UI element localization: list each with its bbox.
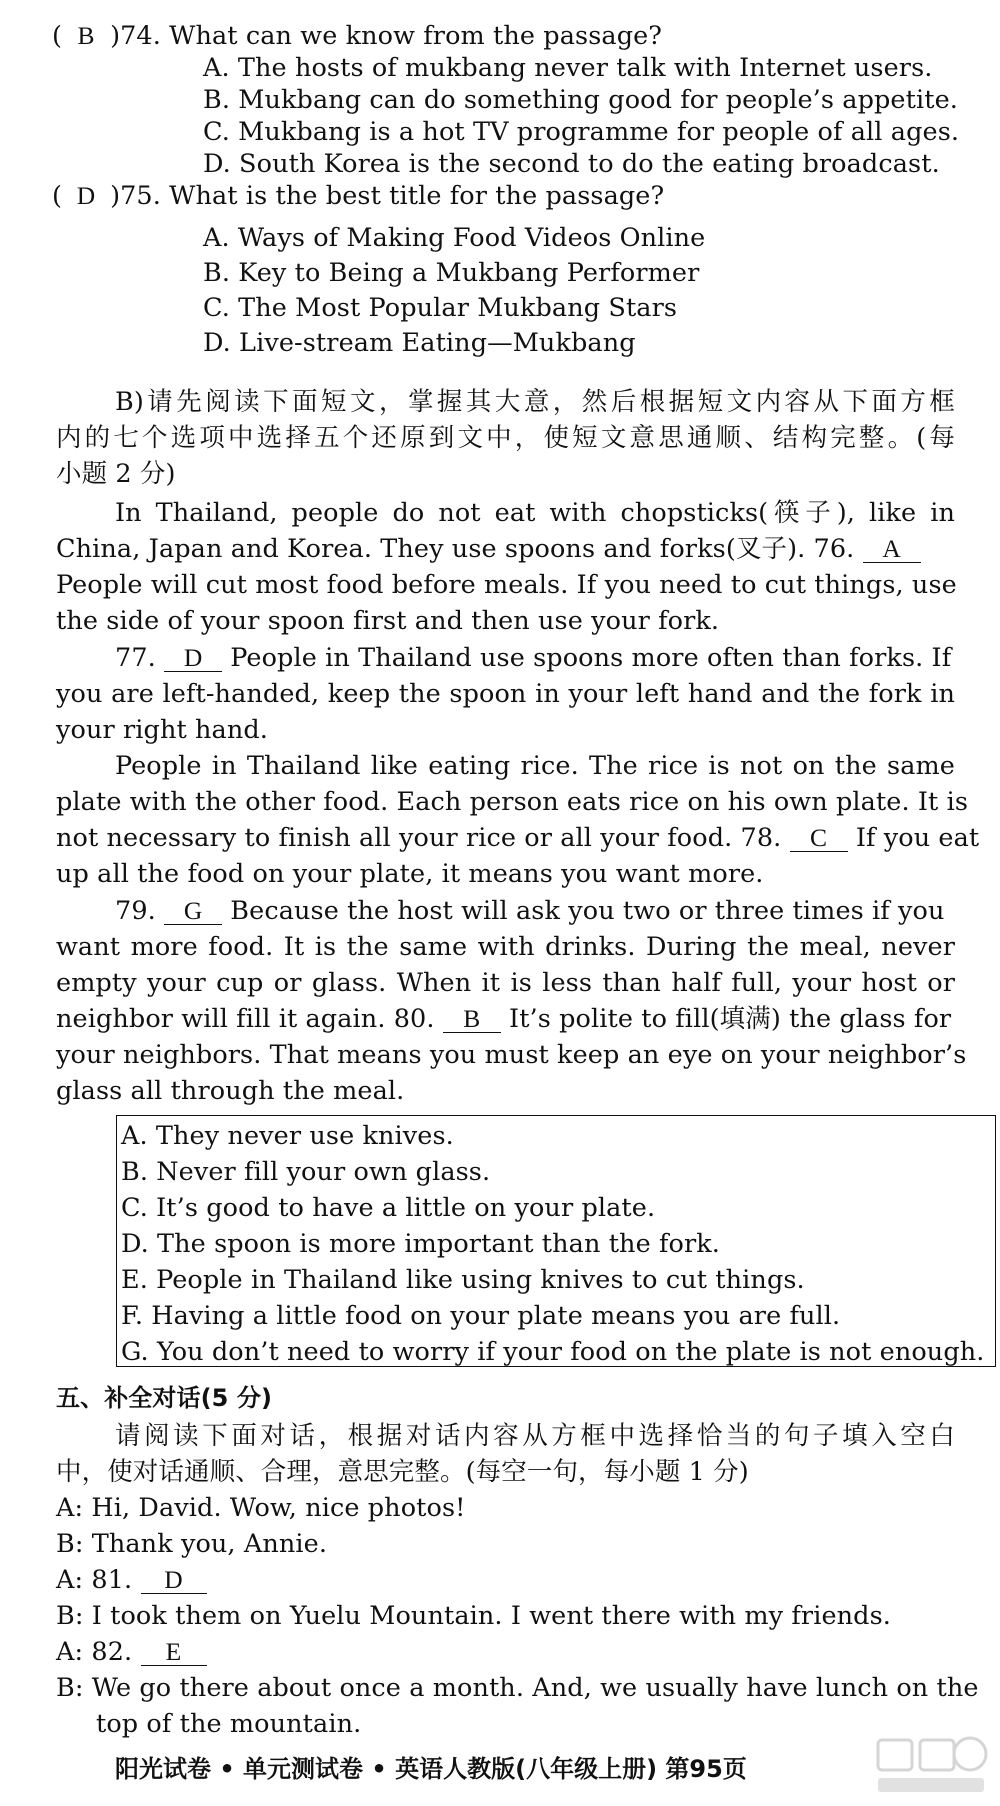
- p4-line-4-text: neighbor will fill it again. 80.: [56, 1004, 435, 1034]
- answer-79: G: [164, 898, 222, 925]
- p4-line-2: want more food. It is the same with drinks. During the meal, never: [56, 932, 955, 962]
- question-74: [52, 18, 662, 54]
- dialog-line-7: top of the mountain.: [96, 1709, 362, 1739]
- dialog-line-5: [56, 1634, 207, 1670]
- answer-paren-74: ( B: [52, 18, 110, 54]
- question-75: [52, 178, 664, 214]
- section-b-instruction-1: B)请先阅读下面短文，掌握其大意，然后根据短文内容从下面方框: [115, 387, 955, 417]
- p3-line-3-text: not necessary to finish all your rice or all your food. 78.: [56, 823, 782, 853]
- watermark-logo-icon: [872, 1732, 990, 1798]
- box-option-c: C. It’s good to have a little on your plate.: [121, 1193, 656, 1223]
- box-option-f: F. Having a little food on your plate means you are full.: [121, 1301, 841, 1331]
- dialog-line-3: [56, 1562, 207, 1598]
- section-b-instruction-2: 内的七个选项中选择五个还原到文中，使短文意思通顺、结构完整。(每: [56, 423, 955, 453]
- box-option-a: A. They never use knives.: [121, 1121, 454, 1151]
- q75-option-d: D. Live-stream Eating—Mukbang: [203, 328, 636, 358]
- answer-74: B: [77, 21, 95, 50]
- q74-option-c: C. Mukbang is a hot TV programme for people of all ages.: [203, 117, 960, 147]
- answer-81: D: [141, 1567, 207, 1594]
- question-74-stem: )74. What can we know from the passage?: [110, 21, 663, 51]
- p4-line-3: empty your cup or glass. When it is less than half full, your host or: [56, 968, 955, 998]
- box-option-d: D. The spoon is more important than the fork.: [121, 1229, 721, 1259]
- answer-82: E: [141, 1639, 207, 1666]
- answer-paren-75: ( D: [52, 178, 110, 214]
- section-5-instruction-1: 请阅读下面对话，根据对话内容从方框中选择恰当的句子填入空白: [115, 1421, 955, 1451]
- q74-option-d: D. South Korea is the second to do the eating broadcast.: [203, 149, 940, 179]
- page-footer: 阳光试卷 • 单元测试卷 • 英语人教版(八年级上册) 第95页: [115, 1755, 747, 1783]
- section-b-instruction-3: 小题 2 分): [56, 459, 176, 489]
- q75-option-b: B. Key to Being a Mukbang Performer: [203, 258, 700, 288]
- dialog-81-label: A: 81.: [56, 1565, 133, 1595]
- p2-line-2: you are left-handed, keep the spoon in your left hand and the fork in: [56, 679, 955, 709]
- answer-78: C: [790, 825, 848, 852]
- p3-line-4: up all the food on your plate, it means you want more.: [56, 859, 764, 889]
- p4-line-4: [56, 1001, 951, 1037]
- p3-line-3: [56, 820, 979, 856]
- q74-option-a: A. The hosts of mukbang never talk with Internet users.: [203, 53, 933, 83]
- box-option-g: G. You don’t need to worry if your food on the plate is not enough.: [121, 1337, 985, 1367]
- p1-line-2-text: China, Japan and Korea. They use spoons and forks(叉子). 76.: [56, 534, 855, 564]
- p4-line-1: [115, 893, 945, 929]
- p4-line-5: your neighbors. That means you must keep an eye on your neighbor’s: [56, 1040, 967, 1070]
- p1-line-3: People will cut most food before meals. If you need to cut things, use: [56, 570, 957, 600]
- p1-line-4: the side of your spoon first and then use your fork.: [56, 606, 720, 636]
- dialog-82-label: A: 82.: [56, 1637, 133, 1667]
- box-option-e: E. People in Thailand like using knives to cut things.: [121, 1265, 805, 1295]
- answer-77: D: [164, 645, 222, 672]
- p3-line-1: People in Thailand like eating rice. The rice is not on the same: [115, 751, 955, 781]
- p3-line-2: plate with the other food. Each person eats rice on his own plate. It is: [56, 787, 969, 817]
- p1-line-2: [56, 531, 921, 567]
- options-box: [116, 1115, 996, 1367]
- p2-number: 77.: [115, 643, 156, 673]
- p1-line-1: In Thailand, people do not eat with chopsticks(筷子), like in: [115, 498, 955, 528]
- p2-line-1: [115, 640, 955, 676]
- section-5-heading: 五、补全对话(5 分): [56, 1384, 273, 1412]
- section-5-instruction-2: 中，使对话通顺、合理，意思完整。(每空一句，每小题 1 分): [56, 1457, 749, 1487]
- dialog-line-4: B: I took them on Yuelu Mountain. I went there with my friends.: [56, 1601, 891, 1631]
- dialog-line-1: A: Hi, David. Wow, nice photos!: [56, 1493, 466, 1523]
- answer-76: A: [863, 536, 921, 563]
- answer-80: B: [443, 1006, 501, 1033]
- p3-line-3-tail: If you eat: [855, 823, 980, 853]
- q75-option-a: A. Ways of Making Food Videos Online: [203, 223, 706, 253]
- p4-line-6: glass all through the meal.: [56, 1076, 405, 1106]
- p2-line-3: your right hand.: [56, 715, 268, 745]
- question-75-stem: )75. What is the best title for the passage?: [110, 181, 665, 211]
- p4-line-4-tail: It’s polite to fill(填满) the glass for: [509, 1004, 952, 1034]
- p4-number: 79.: [115, 896, 156, 926]
- p2-line-1-text: People in Thailand use spoons more often than forks. If: [230, 643, 952, 673]
- q74-option-b: B. Mukbang can do something good for people’s appetite.: [203, 85, 958, 115]
- box-option-b: B. Never fill your own glass.: [121, 1157, 491, 1187]
- q75-option-c: C. The Most Popular Mukbang Stars: [203, 293, 678, 323]
- p4-line-1-text: Because the host will ask you two or three times if you: [230, 896, 945, 926]
- answer-75: D: [76, 181, 96, 210]
- dialog-line-6: B: We go there about once a month. And, we usually have lunch on the: [56, 1673, 979, 1703]
- dialog-line-2: B: Thank you, Annie.: [56, 1529, 328, 1559]
